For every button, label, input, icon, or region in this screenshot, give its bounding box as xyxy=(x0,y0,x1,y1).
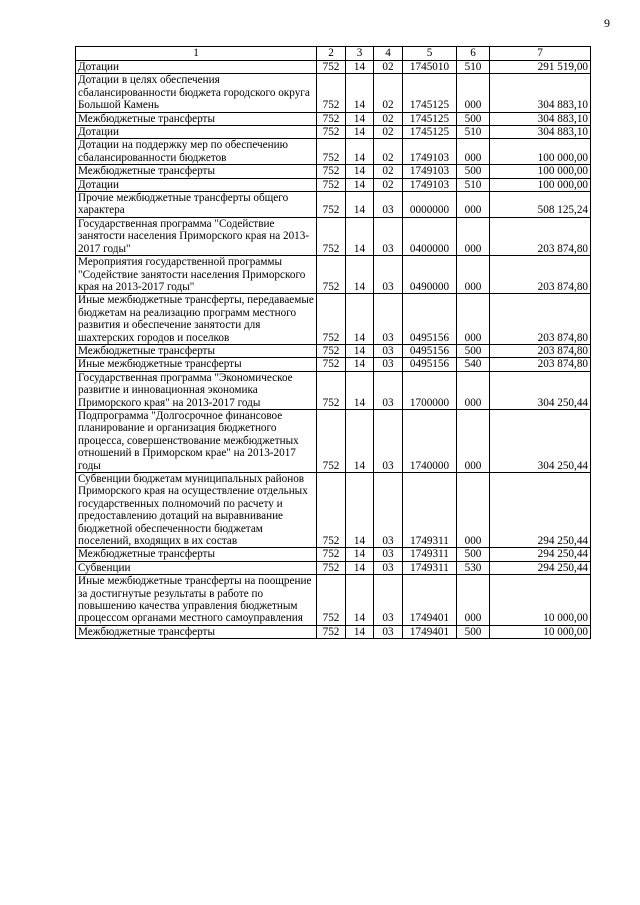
header-cell: 6 xyxy=(457,47,490,61)
row-target-code: 1749103 xyxy=(403,178,457,191)
row-ministry: 752 xyxy=(317,625,346,638)
row-ministry: 752 xyxy=(317,561,346,574)
row-subsection: 03 xyxy=(374,625,403,638)
row-amount: 304 250,44 xyxy=(490,371,591,409)
row-subsection: 03 xyxy=(374,358,403,371)
row-name: Субвенции бюджетам муниципальных районов Приморского края на осуществление отдельных государственных полномочий по расчету и предоставлению дотаций на выравнивание бюджетной обеспеченности бюджетам поселений, входящих в их состав xyxy=(76,473,317,548)
row-amount: 203 874,80 xyxy=(490,217,591,255)
row-expense-type: 000 xyxy=(457,217,490,255)
header-cell: 2 xyxy=(317,47,346,61)
row-ministry: 752 xyxy=(317,473,346,548)
table-header-row xyxy=(76,47,591,61)
row-target-code: 0495156 xyxy=(403,358,457,371)
row-amount: 304 883,10 xyxy=(490,74,591,112)
budget-table xyxy=(75,46,591,639)
row-subsection: 03 xyxy=(374,344,403,357)
row-amount: 100 000,00 xyxy=(490,139,591,165)
row-ministry: 752 xyxy=(317,112,346,125)
row-ministry: 752 xyxy=(317,74,346,112)
row-section: 14 xyxy=(346,139,374,165)
table-row xyxy=(76,561,591,574)
row-subsection: 02 xyxy=(374,126,403,139)
table-row xyxy=(76,217,591,255)
row-section: 14 xyxy=(346,192,374,218)
row-target-code: 1745125 xyxy=(403,112,457,125)
row-amount: 294 250,44 xyxy=(490,561,591,574)
row-name: Мероприятия государственной программы "Содействие занятости населения Приморского края на 2013-2017 годы" xyxy=(76,256,317,294)
row-target-code: 0000000 xyxy=(403,192,457,218)
row-subsection: 02 xyxy=(374,74,403,112)
row-subsection: 03 xyxy=(374,548,403,561)
row-expense-type: 530 xyxy=(457,561,490,574)
row-target-code: 1745125 xyxy=(403,126,457,139)
row-amount: 304 250,44 xyxy=(490,409,591,472)
row-name: Государственная программа "Экономическое развитие и инновационная экономика Приморского края" на 2013-2017 годы xyxy=(76,371,317,409)
row-target-code: 0495156 xyxy=(403,344,457,357)
row-ministry: 752 xyxy=(317,139,346,165)
table-row xyxy=(76,61,591,74)
table-row xyxy=(76,192,591,218)
row-amount: 10 000,00 xyxy=(490,625,591,638)
row-section: 14 xyxy=(346,575,374,626)
row-expense-type: 000 xyxy=(457,371,490,409)
row-ministry: 752 xyxy=(317,575,346,626)
row-amount: 203 874,80 xyxy=(490,294,591,345)
row-amount: 203 874,80 xyxy=(490,344,591,357)
table-row xyxy=(76,74,591,112)
row-section: 14 xyxy=(346,344,374,357)
row-expense-type: 540 xyxy=(457,358,490,371)
header-cell: 4 xyxy=(374,47,403,61)
row-name: Межбюджетные трансферты xyxy=(76,112,317,125)
row-subsection: 03 xyxy=(374,217,403,255)
row-name: Дотации в целях обеспечения сбалансированности бюджета городского округа Большой Камень xyxy=(76,74,317,112)
row-expense-type: 000 xyxy=(457,473,490,548)
row-subsection: 03 xyxy=(374,192,403,218)
row-ministry: 752 xyxy=(317,358,346,371)
row-section: 14 xyxy=(346,561,374,574)
row-section: 14 xyxy=(346,371,374,409)
page-number: 9 xyxy=(604,16,610,30)
row-name: Дотации xyxy=(76,61,317,74)
header-cell: 5 xyxy=(403,47,457,61)
row-ministry: 752 xyxy=(317,192,346,218)
row-ministry: 752 xyxy=(317,256,346,294)
row-section: 14 xyxy=(346,178,374,191)
row-ministry: 752 xyxy=(317,61,346,74)
row-amount: 203 874,80 xyxy=(490,358,591,371)
row-target-code: 1749401 xyxy=(403,575,457,626)
row-name: Субвенции xyxy=(76,561,317,574)
row-section: 14 xyxy=(346,217,374,255)
row-ministry: 752 xyxy=(317,126,346,139)
row-expense-type: 500 xyxy=(457,548,490,561)
table-row xyxy=(76,165,591,178)
row-name: Межбюджетные трансферты xyxy=(76,625,317,638)
row-expense-type: 000 xyxy=(457,575,490,626)
row-section: 14 xyxy=(346,473,374,548)
table-row xyxy=(76,256,591,294)
row-amount: 294 250,44 xyxy=(490,473,591,548)
row-expense-type: 510 xyxy=(457,126,490,139)
table-row xyxy=(76,548,591,561)
table-row xyxy=(76,294,591,345)
row-expense-type: 500 xyxy=(457,165,490,178)
table-row xyxy=(76,126,591,139)
row-expense-type: 000 xyxy=(457,74,490,112)
row-name: Прочие межбюджетные трансферты общего характера xyxy=(76,192,317,218)
row-name: Дотации xyxy=(76,126,317,139)
table-row xyxy=(76,625,591,638)
row-amount: 10 000,00 xyxy=(490,575,591,626)
row-amount: 203 874,80 xyxy=(490,256,591,294)
table-row xyxy=(76,575,591,626)
row-name: Дотации xyxy=(76,178,317,191)
table-row xyxy=(76,139,591,165)
row-expense-type: 000 xyxy=(457,256,490,294)
row-name: Дотации на поддержку мер по обеспечению сбалансированности бюджетов xyxy=(76,139,317,165)
row-expense-type: 000 xyxy=(457,139,490,165)
table-row xyxy=(76,178,591,191)
row-amount: 304 883,10 xyxy=(490,126,591,139)
row-amount: 294 250,44 xyxy=(490,548,591,561)
row-section: 14 xyxy=(346,61,374,74)
row-target-code: 1749311 xyxy=(403,548,457,561)
row-section: 14 xyxy=(346,409,374,472)
row-target-code: 1700000 xyxy=(403,371,457,409)
row-expense-type: 500 xyxy=(457,625,490,638)
row-name: Межбюджетные трансферты xyxy=(76,344,317,357)
row-subsection: 03 xyxy=(374,409,403,472)
row-amount: 100 000,00 xyxy=(490,165,591,178)
row-expense-type: 000 xyxy=(457,192,490,218)
row-subsection: 02 xyxy=(374,178,403,191)
row-amount: 291 519,00 xyxy=(490,61,591,74)
table-row xyxy=(76,371,591,409)
row-amount: 100 000,00 xyxy=(490,178,591,191)
row-target-code: 1749311 xyxy=(403,473,457,548)
row-ministry: 752 xyxy=(317,344,346,357)
row-section: 14 xyxy=(346,358,374,371)
row-section: 14 xyxy=(346,625,374,638)
row-ministry: 752 xyxy=(317,548,346,561)
row-section: 14 xyxy=(346,126,374,139)
row-subsection: 02 xyxy=(374,61,403,74)
row-name: Подпрограмма "Долгосрочное финансовое планирование и организация бюджетного процесса, совершенствование межбюджетных отношений в Приморском крае" на 2013-2017 годы xyxy=(76,409,317,472)
row-target-code: 0495156 xyxy=(403,294,457,345)
row-target-code: 1745125 xyxy=(403,74,457,112)
row-subsection: 03 xyxy=(374,561,403,574)
table-row xyxy=(76,112,591,125)
row-name: Межбюджетные трансферты xyxy=(76,548,317,561)
row-name: Иные межбюджетные трансферты, передаваемые бюджетам на реализацию программ местного развития и обеспечение занятости для шахтерских городов и поселков xyxy=(76,294,317,345)
row-target-code: 1749103 xyxy=(403,165,457,178)
row-ministry: 752 xyxy=(317,371,346,409)
row-name: Иные межбюджетные трансферты xyxy=(76,358,317,371)
row-subsection: 03 xyxy=(374,575,403,626)
table-row xyxy=(76,409,591,472)
row-target-code: 1749401 xyxy=(403,625,457,638)
row-ministry: 752 xyxy=(317,165,346,178)
row-amount: 304 883,10 xyxy=(490,112,591,125)
row-subsection: 02 xyxy=(374,165,403,178)
row-subsection: 02 xyxy=(374,139,403,165)
table-row xyxy=(76,473,591,548)
row-section: 14 xyxy=(346,294,374,345)
row-ministry: 752 xyxy=(317,409,346,472)
header-cell: 3 xyxy=(346,47,374,61)
row-target-code: 1749311 xyxy=(403,561,457,574)
row-name: Государственная программа "Содействие занятости населения Приморского края на 2013-2017 годы" xyxy=(76,217,317,255)
row-name: Межбюджетные трансферты xyxy=(76,165,317,178)
row-section: 14 xyxy=(346,112,374,125)
row-expense-type: 500 xyxy=(457,112,490,125)
row-expense-type: 000 xyxy=(457,409,490,472)
row-target-code: 1749103 xyxy=(403,139,457,165)
table-row xyxy=(76,344,591,357)
row-target-code: 0400000 xyxy=(403,217,457,255)
row-subsection: 03 xyxy=(374,256,403,294)
header-cell: 1 xyxy=(76,47,317,61)
row-subsection: 03 xyxy=(374,371,403,409)
row-section: 14 xyxy=(346,165,374,178)
row-section: 14 xyxy=(346,74,374,112)
row-section: 14 xyxy=(346,256,374,294)
row-expense-type: 510 xyxy=(457,178,490,191)
row-subsection: 03 xyxy=(374,473,403,548)
row-expense-type: 000 xyxy=(457,294,490,345)
row-subsection: 02 xyxy=(374,112,403,125)
row-ministry: 752 xyxy=(317,294,346,345)
row-target-code: 1745010 xyxy=(403,61,457,74)
row-ministry: 752 xyxy=(317,217,346,255)
header-cell: 7 xyxy=(490,47,591,61)
row-subsection: 03 xyxy=(374,294,403,345)
table-row xyxy=(76,358,591,371)
row-name: Иные межбюджетные трансферты на поощрение за достигнутые результаты в работе по повышению качества управления бюджетным процессом органами местного самоуправления xyxy=(76,575,317,626)
row-section: 14 xyxy=(346,548,374,561)
row-expense-type: 510 xyxy=(457,61,490,74)
row-target-code: 1740000 xyxy=(403,409,457,472)
row-expense-type: 500 xyxy=(457,344,490,357)
row-ministry: 752 xyxy=(317,178,346,191)
row-amount: 508 125,24 xyxy=(490,192,591,218)
row-target-code: 0490000 xyxy=(403,256,457,294)
